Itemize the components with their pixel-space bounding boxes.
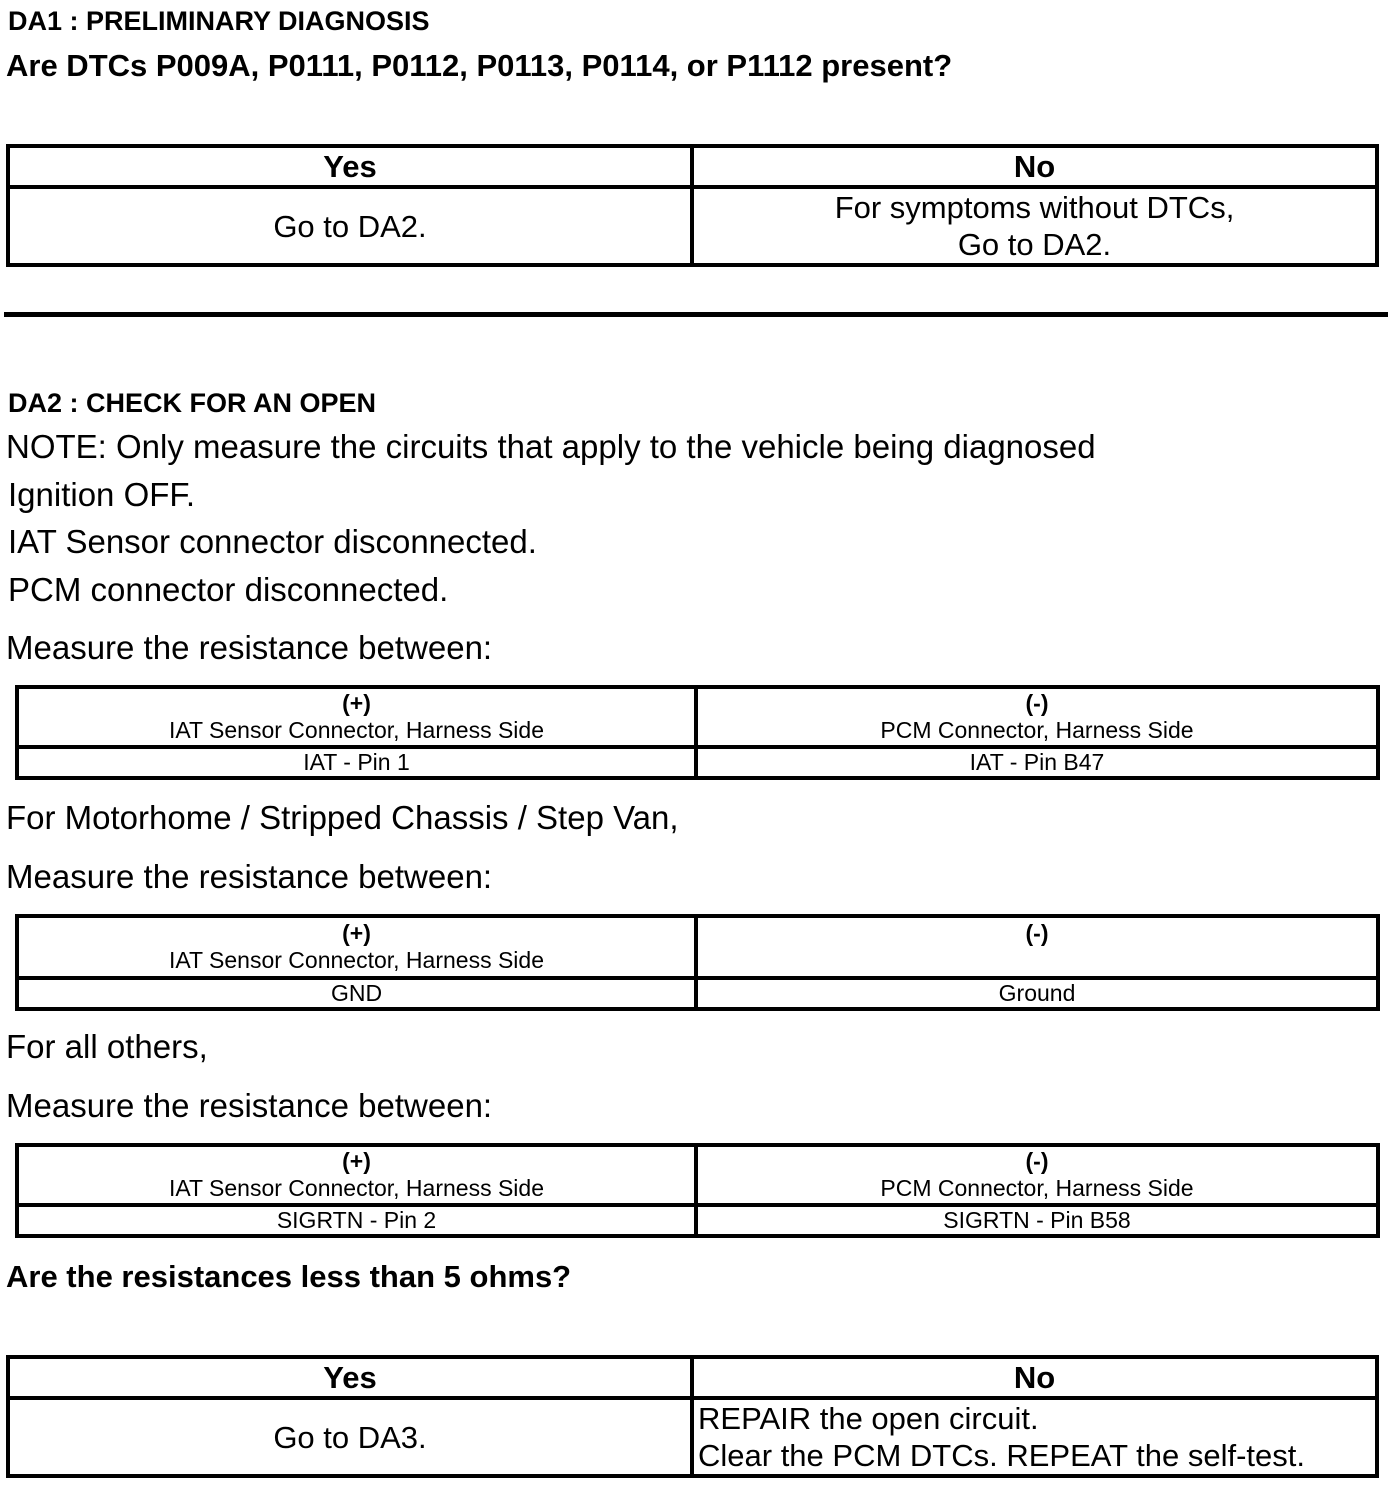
m3-negative-sign: (-) xyxy=(1025,1148,1049,1174)
da2-condition-pcm: PCM connector disconnected. xyxy=(8,571,449,608)
m1-negative-sign: (-) xyxy=(1025,690,1049,716)
da2-result-table xyxy=(6,1355,1379,1478)
da1-title: DA1 : PRELIMINARY DIAGNOSIS xyxy=(8,6,430,36)
measure-label-3: Measure the resistance between: xyxy=(6,1087,493,1124)
da1-no-line2: Go to DA2. xyxy=(957,227,1112,262)
da1-no-header: No xyxy=(692,146,1377,187)
da1-no-line1: For symptoms without DTCs, xyxy=(834,190,1235,225)
m1-negative-header xyxy=(696,687,1378,747)
measure-label-2: Measure the resistance between: xyxy=(6,858,493,895)
da1-yes-cell: Go to DA2. xyxy=(8,187,692,265)
da2-title: DA2 : CHECK FOR AN OPEN xyxy=(8,388,377,418)
m1-negative-label: PCM Connector, Harness Side xyxy=(880,717,1194,743)
da2-note: NOTE: Only measure the circuits that apply to the vehicle being diagnosed xyxy=(6,428,1096,465)
da2-no-line1: REPAIR the open circuit. xyxy=(698,1401,1039,1436)
m2-negative-header xyxy=(696,916,1378,978)
da2-no-line2: Clear the PCM DTCs. REPEAT the self-test. xyxy=(698,1438,1305,1473)
m1-positive-label: IAT Sensor Connector, Harness Side xyxy=(168,717,544,743)
m1-negative-value: IAT - Pin B47 xyxy=(696,747,1378,778)
m1-positive-sign: (+) xyxy=(342,690,371,716)
m1-positive-header xyxy=(17,687,696,747)
da1-yes-header: Yes xyxy=(8,146,692,187)
da2-yes-header: Yes xyxy=(8,1357,692,1398)
m2-negative-value: Ground xyxy=(696,978,1378,1009)
m2-negative-sign: (-) xyxy=(1025,920,1049,946)
section-divider xyxy=(4,312,1388,317)
m3-negative-header xyxy=(696,1145,1378,1205)
m3-negative-value: SIGRTN - Pin B58 xyxy=(696,1205,1378,1236)
da2-condition-ignition: Ignition OFF. xyxy=(8,476,196,513)
da2-condition-iat: IAT Sensor connector disconnected. xyxy=(8,523,537,560)
da2-yes-cell: Go to DA3. xyxy=(8,1398,692,1476)
m3-negative-label: PCM Connector, Harness Side xyxy=(880,1175,1194,1201)
da2-no-header: No xyxy=(692,1357,1377,1398)
da2-question: Are the resistances less than 5 ohms? xyxy=(6,1259,572,1294)
m3-positive-label: IAT Sensor Connector, Harness Side xyxy=(168,1175,544,1201)
others-label: For all others, xyxy=(6,1028,208,1065)
m3-positive-header xyxy=(17,1145,696,1205)
m3-positive-value: SIGRTN - Pin 2 xyxy=(17,1205,696,1236)
da2-no-cell xyxy=(692,1398,1377,1476)
measurement-table-2 xyxy=(15,914,1380,1011)
measurement-table-3 xyxy=(15,1143,1380,1238)
m2-positive-label: IAT Sensor Connector, Harness Side xyxy=(168,947,544,973)
m2-positive-sign: (+) xyxy=(342,920,371,946)
da1-result-table xyxy=(6,144,1379,267)
m2-positive-header xyxy=(17,916,696,978)
measure-label-1: Measure the resistance between: xyxy=(6,629,493,666)
motorhome-label: For Motorhome / Stripped Chassis / Step Van, xyxy=(6,799,679,836)
m2-positive-value: GND xyxy=(17,978,696,1009)
da1-no-cell xyxy=(692,187,1377,265)
m3-positive-sign: (+) xyxy=(342,1148,371,1174)
measurement-table-1 xyxy=(15,685,1380,780)
da1-question: Are DTCs P009A, P0111, P0112, P0113, P0114, or P1112 present? xyxy=(6,48,953,83)
m1-positive-value: IAT - Pin 1 xyxy=(17,747,696,778)
